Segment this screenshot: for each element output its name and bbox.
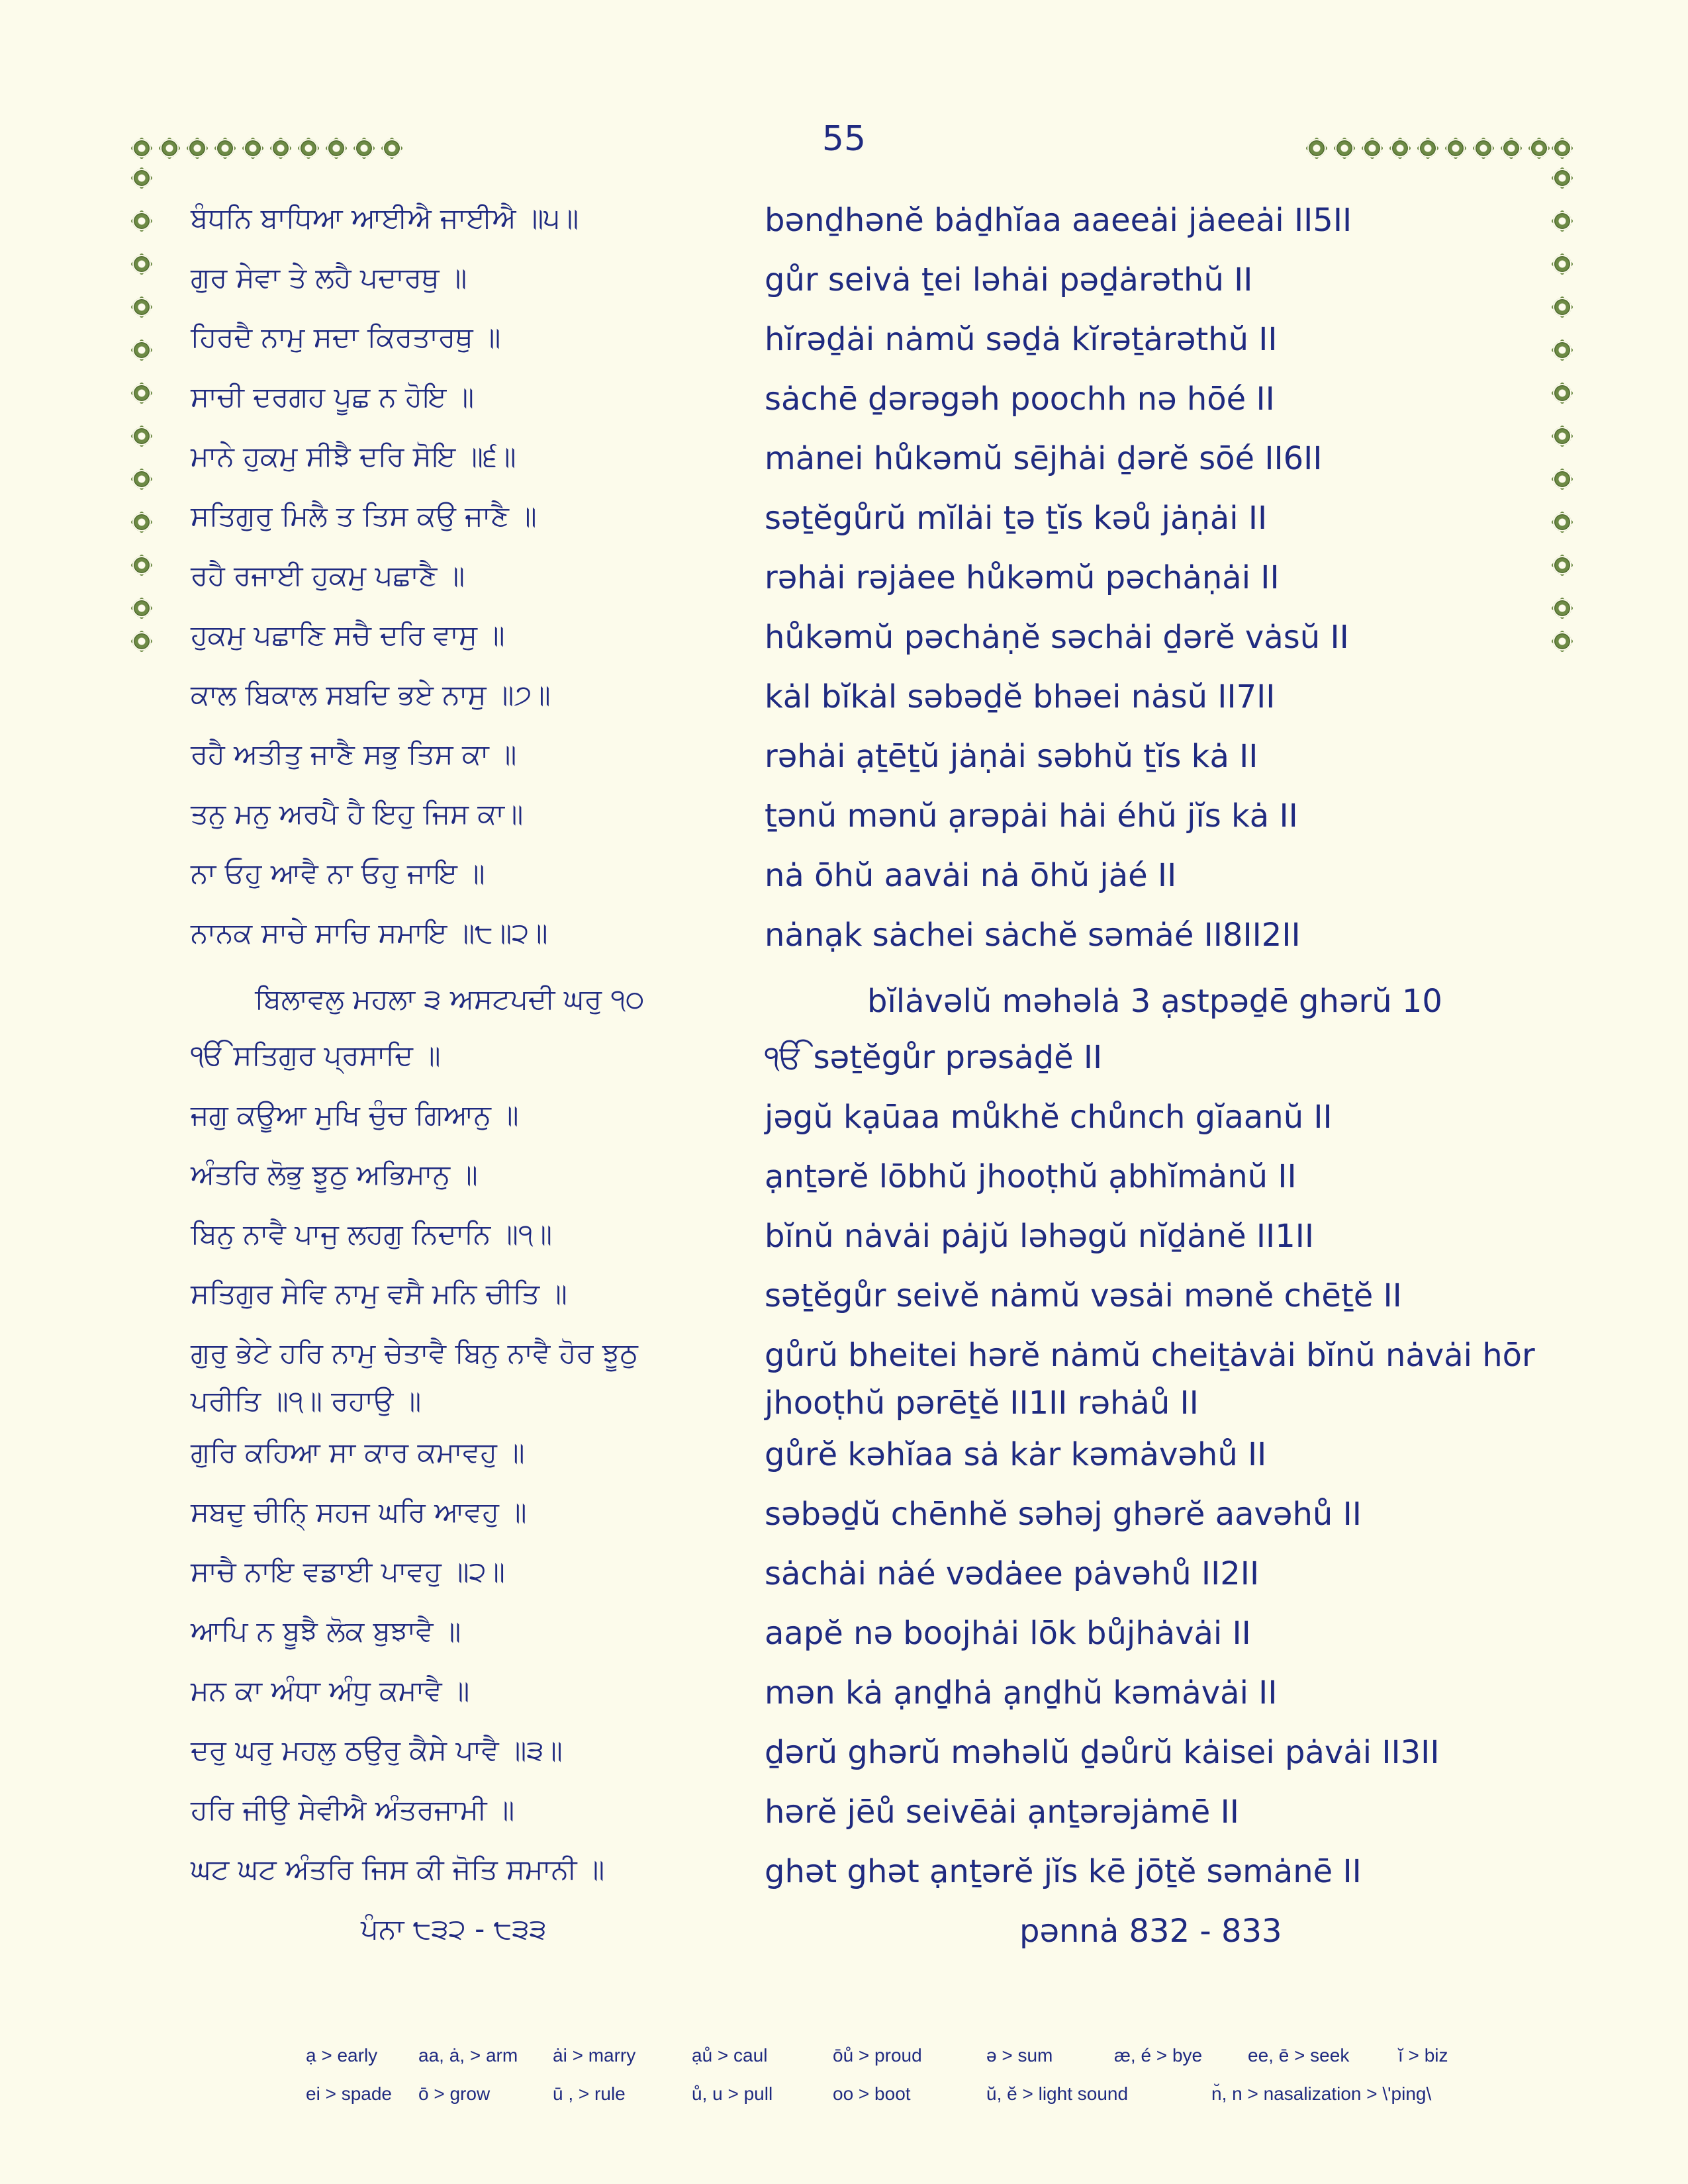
transliteration-text: mȧnei hůkəmŭ sējhȧi ḏərĕ sōé II6II <box>765 440 1323 477</box>
transliteration-text: bĭnŭ nȧvȧi pȧjŭ ləhəgŭ nĭḏȧnĕ II1II <box>765 1218 1315 1255</box>
transliteration-text: gůrĕ kəhĭaa sȧ kȧr kəmȧvəhů II <box>765 1436 1267 1473</box>
gurmukhi-text: ਨਾ ਓਹੁ ਆਵੈ ਨਾ ਓਹੁ ਜਾਇ ॥ <box>191 857 485 889</box>
verse-line <box>0 1734 1688 1774</box>
verse-line <box>0 559 1688 599</box>
flower-icon <box>1391 139 1409 158</box>
flower-icon <box>132 139 151 158</box>
flower-icon <box>1474 139 1493 158</box>
transliteration-text: səbəḏŭ chēnhĕ səhəj ghərĕ aavəhů II <box>765 1496 1362 1533</box>
gurmukhi-text: ਗੁਰ ਸੇਵਾ ਤੇ ਲਹੈ ਪਦਾਰਥੁ ॥ <box>191 261 467 294</box>
gurmukhi-text: ਮਾਨੇ ਹੁਕਮੁ ਸੀਝੈ ਦਰਿ ਸੋਇ ॥੬॥ <box>191 440 516 473</box>
flower-icon <box>160 139 179 158</box>
transliteration-text: sȧchē ḏərəgəh poochh nə hōé II <box>765 381 1275 418</box>
transliteration-text: nȧ ōhŭ aavȧi nȧ ōhŭ jȧé II <box>765 857 1177 894</box>
verse-line <box>0 738 1688 778</box>
verse-line <box>0 917 1688 956</box>
legend-item: oo > boot <box>833 2083 911 2104</box>
verse-line <box>0 1218 1688 1257</box>
flower-icon <box>355 139 373 158</box>
verse-line <box>0 1496 1688 1535</box>
transliteration-text: səṯĕgůrŭ mĭlȧi ṯə ṯĭs kəů jȧṇȧi II <box>765 500 1268 537</box>
verse-line <box>0 1853 1688 1893</box>
flower-icon <box>383 139 401 158</box>
legend-item: æ, é > bye <box>1114 2045 1203 2066</box>
verse-line <box>0 1039 1688 1079</box>
gurmukhi-text: ਮਨ ਕਾ ਅੰਧਾ ਅੰਧੁ ਕਮਾਵੈ ॥ <box>191 1674 470 1707</box>
transliteration-text: rəhȧi ạṯēṯŭ jȧṇȧi səbhŭ ṯĭs kȧ II <box>765 738 1258 775</box>
gurmukhi-text: ਸਤਿਗੁਰੁ ਮਿਲੈ ਤ ਤਿਸ ਕਉ ਜਾਣੈ ॥ <box>191 500 537 532</box>
transliteration-text: ṯənŭ mənŭ ạrəpȧi hȧi éhŭ jĭs kȧ II <box>765 797 1298 835</box>
legend-item: ū , > rule <box>553 2083 626 2104</box>
gurmukhi-text: ਤਨੁ ਮਨੁ ਅਰਪੈ ਹੈ ਇਹੁ ਜਿਸ ਕਾ॥ <box>191 797 524 830</box>
gurmukhi-text: ਹਰਿ ਜੀਉ ਸੇਵੀਐ ਅੰਤਰਜਾਮੀ ॥ <box>191 1794 515 1826</box>
legend-item: ə > sum <box>986 2045 1053 2066</box>
page-reference <box>0 1913 1688 1952</box>
verse-line <box>0 857 1688 897</box>
legend-item: ō > grow <box>418 2083 491 2104</box>
flower-icon <box>132 599 151 617</box>
transliteration-text: ੴ səṯĕgůr prəsȧḏĕ II <box>765 1039 1103 1076</box>
verse-line <box>0 1099 1688 1138</box>
verse-line <box>0 500 1688 539</box>
gurmukhi-text: ਹਿਰਦੈ ਨਾਮੁ ਸਦਾ ਕਿਰਤਾਰਥੁ ॥ <box>191 321 501 353</box>
gurmukhi-text: ਕਾਲ ਬਿਕਾਲ ਸਬਦਿ ਭਏ ਨਾਸੁ ॥੭॥ <box>191 678 551 711</box>
transliteration-text: rəhȧi rəjȧee hůkəmŭ pəchȧṇȧi II <box>765 559 1280 596</box>
transliteration-text: ạnṯərĕ lōbhŭ jhooṭhŭ ạbhĭmȧnŭ II <box>765 1158 1297 1195</box>
flower-icon <box>299 139 318 158</box>
verse-line <box>0 321 1688 361</box>
verse-line <box>0 797 1688 837</box>
verse-line <box>0 1674 1688 1714</box>
gurmukhi-text: ਸਾਚੈ ਨਾਇ ਵਡਾਈ ਪਾਵਹੁ ॥੨॥ <box>191 1555 505 1588</box>
verse-line <box>0 1158 1688 1198</box>
verse-line <box>0 261 1688 301</box>
verse-line <box>0 619 1688 659</box>
gurmukhi-text: ਅੰਤਰਿ ਲੋਭੁ ਝੂਠੁ ਅਭਿਮਾਨੁ ॥ <box>191 1158 478 1191</box>
gurmukhi-heading: ਬਿਲਾਵਲੁ ਮਹਲਾ ੩ ਅਸਟਪਦੀ ਘਰੁ ੧੦ <box>255 983 645 1015</box>
flower-icon <box>1530 139 1548 158</box>
gurmukhi-text: ਸਾਚੀ ਦਰਗਹ ਪੂਛ ਨ ਹੋਇ ॥ <box>191 381 475 413</box>
flower-icon <box>271 139 290 158</box>
transliteration-text: bənḏhənĕ bȧḏhĭaa aaeeȧi jȧeeȧi II5II <box>765 202 1352 239</box>
legend-item: ĭ > biz <box>1398 2045 1448 2066</box>
transliteration-text: jəgŭ kạūaa můkhĕ chůnch gĭaanŭ II <box>765 1099 1333 1136</box>
flower-icon <box>1307 139 1326 158</box>
flower-icon <box>1363 139 1382 158</box>
flower-icon <box>1446 139 1465 158</box>
gurmukhi-text: ਦਰੁ ਘਰੁ ਮਹਲੁ ਠਉਰੁ ਕੈਸੇ ਪਾਵੈ ॥੩॥ <box>191 1734 563 1766</box>
flower-icon <box>1553 599 1571 617</box>
transliteration-text: gůr seivȧ ṯei ləhȧi pəḏȧrəthŭ II <box>765 261 1253 298</box>
gurmukhi-text: ੴ ਸਤਿਗੁਰ ਪ੍ਰਸਾਦਿ ॥ <box>191 1039 441 1071</box>
legend-item: ȧi > marry <box>553 2045 636 2066</box>
gurmukhi-page-reference: ਪੰਨਾ ੮੩੨ - ੮੩੩ <box>361 1913 547 1945</box>
gurmukhi-text: ਹੁਕਮੁ ਪਛਾਣਿ ਸਚੈ ਦਰਿ ਵਾਸੁ ॥ <box>191 619 505 651</box>
legend-item: ōů > proud <box>833 2045 922 2066</box>
gurmukhi-text: ਪਰੀਤਿ ॥੧॥ ਰਹਾਉ ॥ <box>191 1385 422 1417</box>
gurmukhi-text: ਗੁਰਿ ਕਹਿਆ ਸਾ ਕਾਰ ਕਮਾਵਹੁ ॥ <box>191 1436 525 1469</box>
legend-item: ạ > early <box>306 2045 378 2066</box>
verse-line-rahao-continued <box>0 1385 1688 1424</box>
gurmukhi-text: ਜਗੁ ਕਊਆ ਮੁਖਿ ਚੁੰਚ ਗਿਆਨੁ ॥ <box>191 1099 519 1131</box>
gurmukhi-text: ਬੰਧਨਿ ਬਾਧਿਆ ਆਈਐ ਜਾਈਐ ॥੫॥ <box>191 202 579 234</box>
verse-line <box>0 381 1688 420</box>
transliteration-text: kȧl bĭkȧl səbəḏĕ bhəei nȧsŭ II7II <box>765 678 1276 715</box>
verse-line <box>0 1555 1688 1595</box>
gurmukhi-text: ਰਹੈ ਅਤੀਤੁ ਜਾਣੈ ਸਭੁ ਤਿਸ ਕਾ ॥ <box>191 738 517 770</box>
flower-icon <box>216 139 234 158</box>
legend-item: aa, ȧ, > arm <box>418 2045 518 2066</box>
verse-line-rahao <box>0 1337 1688 1377</box>
flower-icon <box>1553 169 1571 187</box>
transliteration-text: ghət ghət ạnṯərĕ jĭs kē jōṯĕ səmȧnē II <box>765 1853 1362 1890</box>
gurmukhi-text: ਸਤਿਗੁਰ ਸੇਵਿ ਨਾਮੁ ਵਸੈ ਮਨਿ ਚੀਤਿ ॥ <box>191 1277 567 1310</box>
verse-line <box>0 202 1688 242</box>
transliteration-page-reference: pənnȧ 832 - 833 <box>1019 1913 1282 1950</box>
verse-line <box>0 1615 1688 1655</box>
gurmukhi-text: ਗੁਰੁ ਭੇਟੇ ਹਰਿ ਨਾਮੁ ਚੇਤਾਵੈ ਬਿਨੁ ਨਾਵੈ ਹੋਰ ਝੂਠੁ <box>191 1337 638 1369</box>
legend-item: ei > spade <box>306 2083 392 2104</box>
transliteration-text: səṯĕgůr seivĕ nȧmŭ vəsȧi mənĕ chēṯĕ II <box>765 1277 1402 1314</box>
gurmukhi-text: ਘਟ ਘਟ ਅੰਤਰਿ ਜਿਸ ਕੀ ਜੋਤਿ ਸਮਾਨੀ ॥ <box>191 1853 605 1886</box>
transliteration-text: sȧchȧi nȧé vədȧee pȧvəhů II2II <box>765 1555 1260 1592</box>
flower-icon <box>188 139 207 158</box>
verse-line <box>0 1794 1688 1833</box>
transliteration-heading: bĭlȧvəlŭ məhəlȧ 3 ạstpəḏē ghərŭ 10 <box>867 983 1442 1020</box>
transliteration-text: aapĕ nə boojhȧi lōk bůjhȧvȧi II <box>765 1615 1251 1652</box>
gurmukhi-text: ਰਹੈ ਰਜਾਈ ਹੁਕਮੁ ਪਛਾਣੈ ॥ <box>191 559 465 592</box>
flower-icon <box>1502 139 1521 158</box>
gurmukhi-text: ਸਬਦੁ ਚੀਨਿ੍ ਸਹਜ ਘਰਿ ਆਵਹੁ ॥ <box>191 1496 527 1528</box>
shabad-heading <box>0 983 1688 1023</box>
verse-line <box>0 440 1688 480</box>
transliteration-text: gůrŭ bheitei hərĕ nȧmŭ cheiṯȧvȧi bĭnŭ nȧvȧi hōr <box>765 1337 1535 1374</box>
page-number: 55 <box>821 119 867 159</box>
flower-icon <box>1335 139 1354 158</box>
transliteration-text: hůkəmŭ pəchȧṇĕ səchȧi ḏərĕ vȧsŭ II <box>765 619 1349 656</box>
legend-item: ŭ, ĕ > light sound <box>986 2083 1129 2104</box>
verse-line <box>0 678 1688 718</box>
flower-icon <box>1553 139 1571 158</box>
transliteration-text: hĭrəḏȧi nȧmŭ səḏȧ kĭrəṯȧrəthŭ II <box>765 321 1278 358</box>
transliteration-text: jhooṭhŭ pərēṯĕ II1II rəhȧů II <box>765 1385 1199 1422</box>
transliteration-text: nȧnạk sȧchei sȧchĕ səmȧé II8II2II <box>765 917 1301 954</box>
legend-item: ạů > caul <box>692 2045 768 2066</box>
transliteration-text: hərĕ jēů seivēȧi ạnṯərəjȧmē II <box>765 1794 1239 1831</box>
flower-icon <box>132 169 151 187</box>
flower-icon <box>244 139 262 158</box>
verse-line <box>0 1436 1688 1476</box>
verse-line <box>0 1277 1688 1317</box>
legend-item: ů, u > pull <box>692 2083 773 2104</box>
transliteration-text: mən kȧ ạnḏhȧ ạnḏhŭ kəmȧvȧi II <box>765 1674 1278 1711</box>
gurmukhi-text: ਬਿਨੁ ਨਾਵੈ ਪਾਜੁ ਲਹਗੁ ਨਿਦਾਨਿ ॥੧॥ <box>191 1218 553 1250</box>
flower-icon <box>1419 139 1437 158</box>
transliteration-text: ḏərŭ ghərŭ məhəlŭ ḏəůrŭ kȧisei pȧvȧi II3II <box>765 1734 1440 1771</box>
gurmukhi-text: ਨਾਨਕ ਸਾਚੇ ਸਾਚਿ ਸਮਾਇ ॥੮॥੨॥ <box>191 917 548 949</box>
legend-item: ee, ē > seek <box>1248 2045 1350 2066</box>
legend-item: n̆, n > nasalization > \'ping\ <box>1211 2083 1432 2104</box>
gurmukhi-text: ਆਪਿ ਨ ਬੂਝੈ ਲੋਕ ਬੁਝਾਵੈ ॥ <box>191 1615 461 1647</box>
flower-icon <box>327 139 346 158</box>
